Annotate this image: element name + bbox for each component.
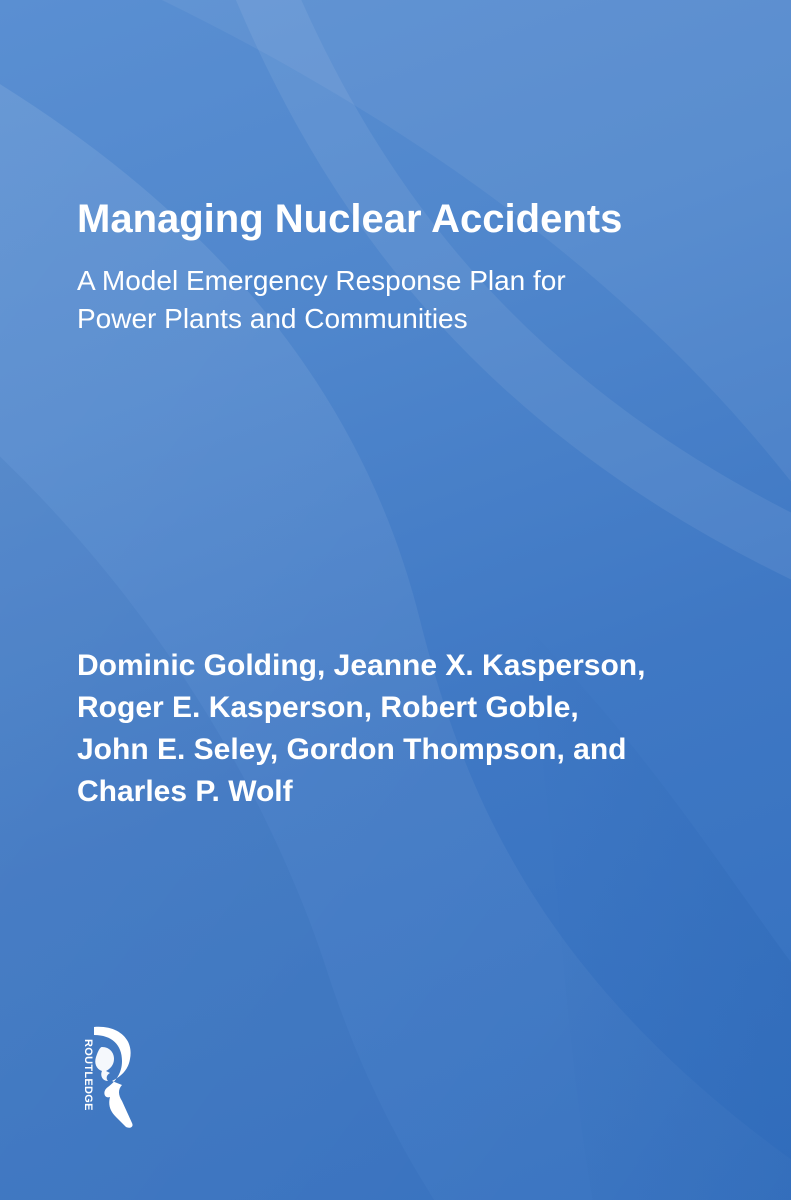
author-line: Charles P. Wolf (77, 775, 293, 808)
book-title: Managing Nuclear Accidents (77, 197, 623, 241)
author-line: Roger E. Kasperson, Robert Goble, (77, 691, 579, 724)
author-line: John E. Seley, Gordon Thompson, and (77, 733, 627, 766)
subtitle-line: A Model Emergency Response Plan for (77, 265, 566, 296)
author-line: Dominic Golding, Jeanne X. Kasperson, (77, 649, 646, 682)
book-subtitle (77, 262, 767, 338)
author-list (77, 645, 767, 813)
publisher-name: ROUTLEDGE (82, 1039, 94, 1111)
subtitle-line: Power Plants and Communities (77, 303, 468, 334)
